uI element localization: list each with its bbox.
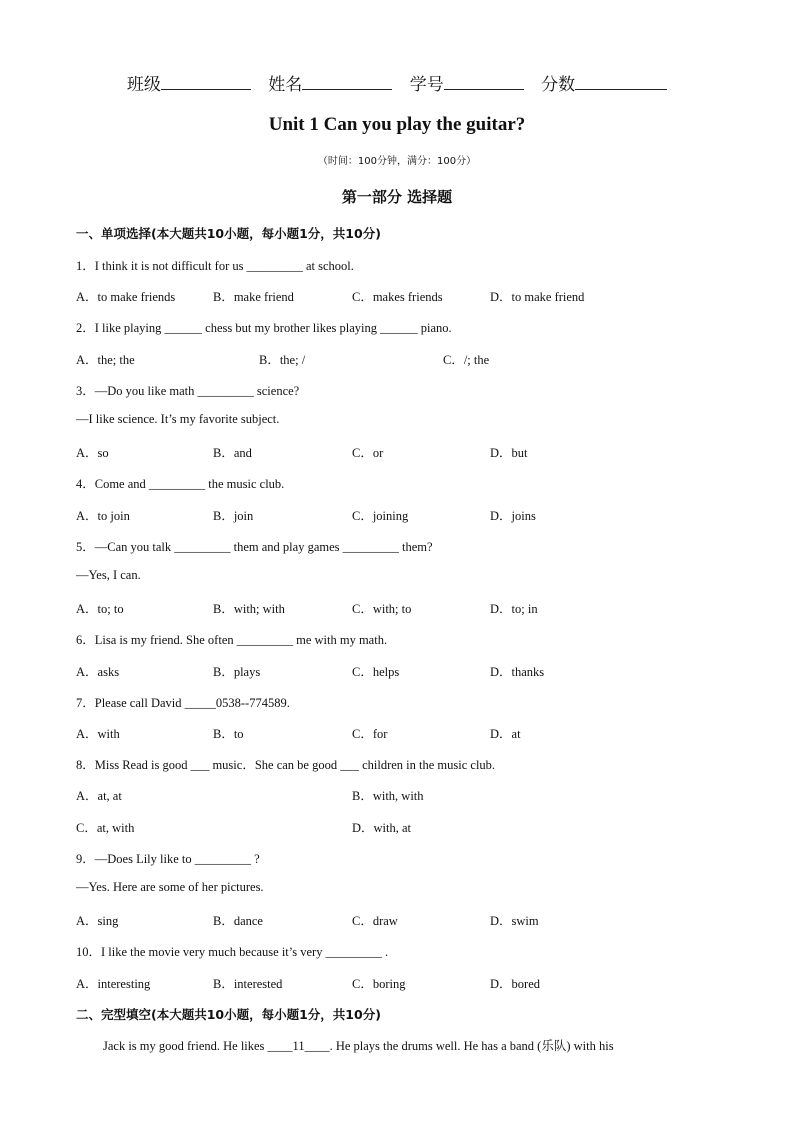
id-blank[interactable] — [444, 73, 524, 90]
option-a[interactable]: A．to; to — [76, 602, 124, 616]
option-a[interactable]: A．at, at — [76, 789, 122, 803]
option-c[interactable]: C．helps — [352, 665, 400, 679]
option-b[interactable]: B．make friend — [213, 290, 294, 304]
option-a[interactable]: A．sing — [76, 914, 119, 928]
option-a[interactable]: A．so — [76, 446, 109, 460]
option-a[interactable]: A．with — [76, 727, 120, 741]
option-b[interactable]: B．dance — [213, 914, 263, 928]
option-a[interactable]: A．to join — [76, 509, 130, 523]
option-a[interactable]: A．interesting — [76, 977, 151, 991]
option-c[interactable]: C．boring — [352, 977, 406, 991]
question-stem: 6．Lisa is my friend. She often _________ me with my math. — [76, 633, 388, 647]
option-b[interactable]: B．to — [213, 727, 244, 741]
cloze-passage: Jack is my good friend. He likes ____11____. He plays the drums well. He has a band (乐队) with his — [103, 1039, 614, 1053]
score-blank[interactable] — [575, 73, 667, 90]
option-d[interactable]: D．with, at — [352, 821, 412, 835]
name-label: 姓名 — [268, 75, 303, 95]
option-c[interactable]: C．with; to — [352, 602, 412, 616]
name-field — [268, 70, 392, 95]
student-info-header — [0, 70, 794, 95]
option-c[interactable]: C．at, with — [76, 821, 135, 835]
option-d[interactable]: D．to make friend — [490, 290, 585, 304]
option-c[interactable]: C．or — [352, 446, 384, 460]
score-label: 分数 — [541, 75, 576, 95]
option-c[interactable]: C．makes friends — [352, 290, 443, 304]
option-b[interactable]: B．with, with — [352, 789, 424, 803]
class-blank[interactable] — [161, 73, 251, 90]
option-d[interactable]: D．swim — [490, 914, 539, 928]
option-d[interactable]: D．to; in — [490, 602, 538, 616]
option-b[interactable]: B．join — [213, 509, 254, 523]
score-field — [541, 70, 667, 95]
option-c[interactable]: C．draw — [352, 914, 398, 928]
question-dialogue: —Yes. Here are some of her pictures. — [76, 880, 264, 894]
class-field — [127, 70, 251, 95]
question-dialogue: —Yes, I can. — [76, 568, 141, 582]
section-heading: 二、完型填空(本大题共10小题，每小题1分，共10分) — [76, 1007, 381, 1022]
exam-time-note: （时间：100分钟，满分：100分） — [317, 156, 477, 167]
question-stem: 3．—Do you like math _________ science? — [76, 384, 300, 398]
option-a[interactable]: A．the; the — [76, 353, 135, 367]
question-stem: 9．—Does Lily like to _________ ? — [76, 852, 260, 866]
id-label: 学号 — [409, 75, 444, 95]
part-heading: 第一部分 选择题 — [341, 188, 453, 206]
page-title: Unit 1 Can you play the guitar? — [268, 114, 526, 135]
question-stem: 8．Miss Read is good ___ music．She can be good ___ children in the music club. — [76, 758, 496, 772]
question-stem: 5．—Can you talk _________ them and play games _________ them? — [76, 540, 433, 554]
option-c[interactable]: C．joining — [352, 509, 409, 523]
question-stem: 1．I think it is not difficult for us _________ at school. — [76, 259, 354, 273]
option-b[interactable]: B．interested — [213, 977, 283, 991]
option-d[interactable]: D．but — [490, 446, 528, 460]
option-a[interactable]: A．asks — [76, 665, 120, 679]
option-b[interactable]: B．with; with — [213, 602, 285, 616]
option-d[interactable]: D．joins — [490, 509, 536, 523]
option-b[interactable]: B．plays — [213, 665, 261, 679]
option-d[interactable]: D．at — [490, 727, 521, 741]
option-b[interactable]: B．the; / — [259, 353, 306, 367]
option-d[interactable]: D．bored — [490, 977, 540, 991]
question-stem: 4．Come and _________ the music club. — [76, 477, 285, 491]
option-c[interactable]: C．for — [352, 727, 388, 741]
question-stem: 10．I like the movie very much because it’s very _________ . — [76, 945, 389, 959]
option-a[interactable]: A．to make friends — [76, 290, 176, 304]
question-stem: 7．Please call David _____0538--774589. — [76, 696, 290, 710]
class-label: 班级 — [126, 75, 161, 95]
question-stem: 2．I like playing ______ chess but my brother likes playing ______ piano. — [76, 321, 452, 335]
question-dialogue: —I like science. It’s my favorite subject. — [76, 412, 280, 426]
option-d[interactable]: D．thanks — [490, 665, 545, 679]
option-c[interactable]: C．/; the — [443, 353, 490, 367]
name-blank[interactable] — [302, 73, 392, 90]
section-heading: 一、单项选择(本大题共10小题，每小题1分，共10分) — [76, 226, 381, 241]
option-b[interactable]: B．and — [213, 446, 252, 460]
id-field — [410, 70, 524, 95]
